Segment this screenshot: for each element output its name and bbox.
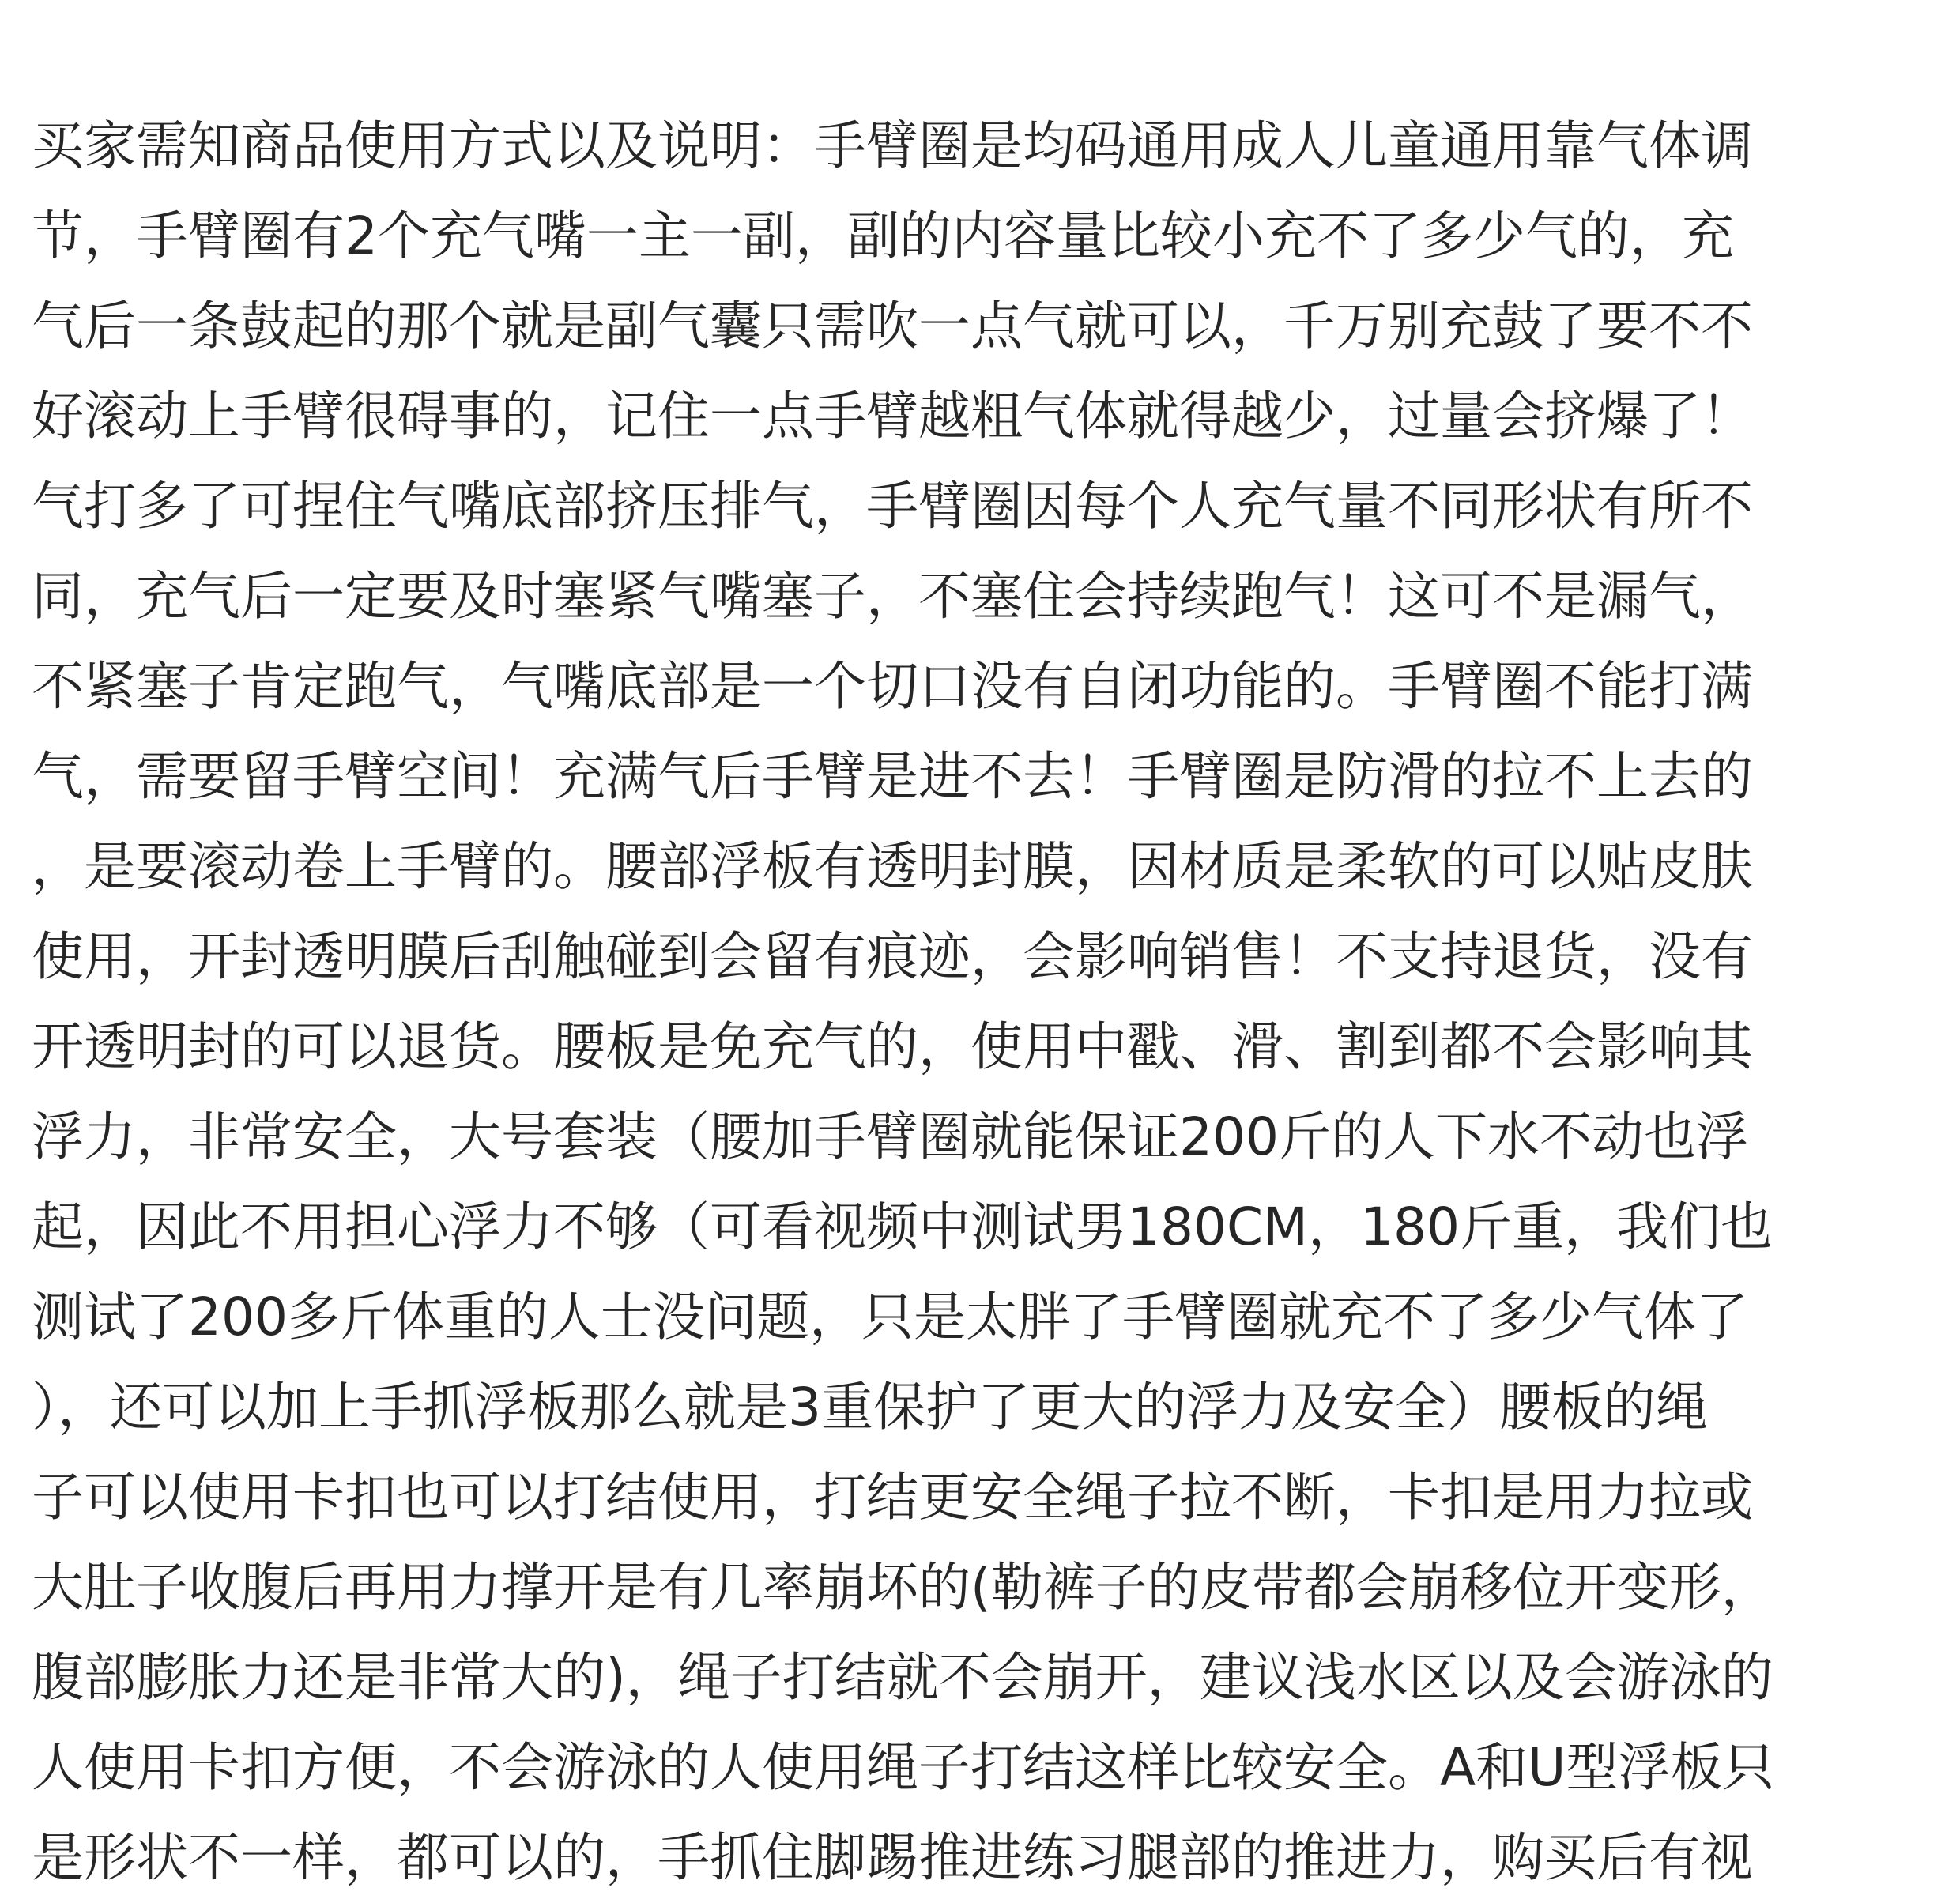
notice-line-9: ，是要滚动卷上手臂的。腰部浮板有透明封膜，因材质是柔软的可以贴皮肤 bbox=[32, 836, 1753, 897]
notice-line-7: 不紧塞子肯定跑气，气嘴底部是一个切口没有自闭功能的。手臂圈不能打满 bbox=[32, 656, 1753, 717]
notice-line-2: 节，手臂圈有2个充气嘴一主一副，副的内容量比较小充不了多少气的，充 bbox=[32, 205, 1734, 266]
product-notice-text bbox=[32, 101, 1944, 1903]
notice-line-8: 气，需要留手臂空间！充满气后手臂是进不去！手臂圈是防滑的拉不上去的 bbox=[32, 746, 1753, 807]
notice-line-12: 浮力，非常安全，大号套装（腰加手臂圈就能保证200斤的人下水不动也浮 bbox=[32, 1106, 1748, 1167]
notice-line-16: 子可以使用卡扣也可以打结使用，打结更安全绳子拉不断，卡扣是用力拉或 bbox=[32, 1467, 1753, 1528]
notice-line-20: 是形状不一样，都可以的，手抓住脚踢推进练习腿部的推进力，购买后有视 bbox=[32, 1827, 1753, 1888]
notice-line-1: 买家需知商品使用方式以及说明：手臂圈是均码通用成人儿童通用靠气体调 bbox=[32, 115, 1753, 176]
notice-line-10: 使用，开封透明膜后刮触碰到会留有痕迹，会影响销售！不支持退货，没有 bbox=[32, 926, 1753, 987]
notice-line-14: 测试了200多斤体重的人士没问题，只是太胖了手臂圈就充不了多少气体了 bbox=[32, 1287, 1748, 1347]
notice-line-17: 大肚子收腹后再用力撑开是有几率崩坏的(勒裤子的皮带都会崩移位开变形， bbox=[32, 1557, 1773, 1618]
notice-line-3: 气后一条鼓起的那个就是副气囊只需吹一点气就可以，千万别充鼓了要不不 bbox=[32, 296, 1753, 356]
notice-line-15: ），还可以加上手抓浮板那么就是3重保护了更大的浮力及安全）腰板的绳 bbox=[32, 1377, 1708, 1438]
notice-line-13: 起，因此不用担心浮力不够（可看视频中测试男180CM，180斤重，我们也 bbox=[32, 1196, 1773, 1257]
notice-line-11: 开透明封的可以退货。腰板是免充气的，使用中戳、滑、割到都不会影响其 bbox=[32, 1016, 1753, 1077]
notice-line-19: 人使用卡扣方便，不会游泳的人使用绳子打结这样比较安全。A和U型浮板只 bbox=[32, 1737, 1775, 1798]
notice-line-4: 好滚动上手臂很碍事的，记住一点手臂越粗气体就得越少，过量会挤爆了！ bbox=[32, 386, 1753, 447]
notice-line-18: 腹部膨胀力还是非常大的)，绳子打结就不会崩开，建议浅水区以及会游泳的 bbox=[32, 1647, 1773, 1708]
notice-line-6: 同，充气后一定要及时塞紧气嘴塞子，不塞住会持续跑气！这可不是漏气， bbox=[32, 566, 1753, 627]
notice-line-5: 气打多了可捏住气嘴底部挤压排气，手臂圈因每个人充气量不同形状有所不 bbox=[32, 476, 1753, 537]
